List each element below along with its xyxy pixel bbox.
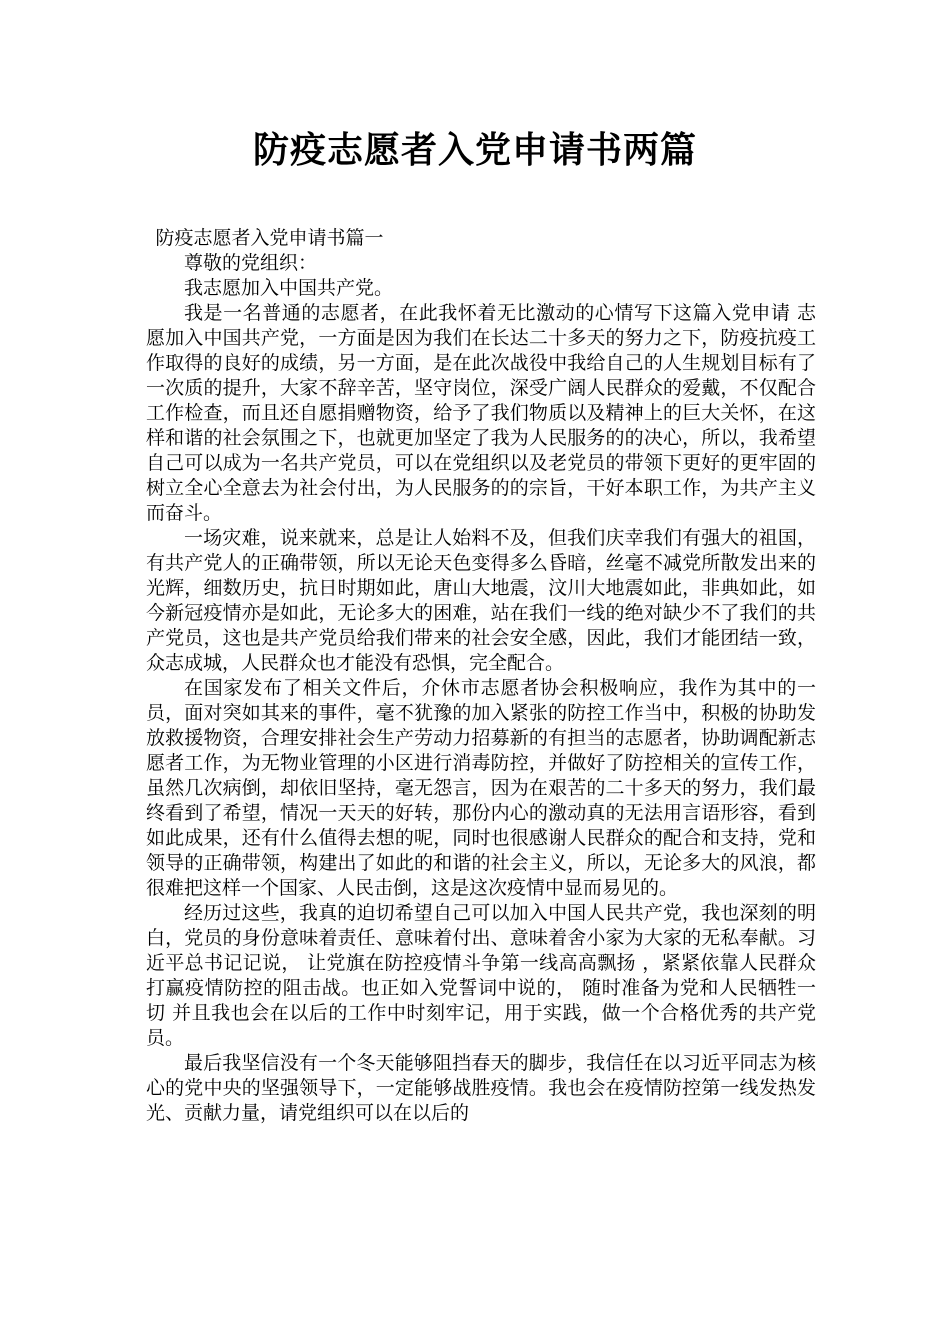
paragraph: 一场灾难，说来就来，总是让人始料不及，但我们庆幸我们有强大的祖国，有共产党人的正确带领，所以无论天色变得多么昏暗，丝毫不减党所散发出来的光辉，细数历史，抗日时期如此，唐山大地震，汶川大地震如此，非典如此，如今新冠疫情亦是如此，无论多大的困难，站在我们一线的绝对缺少不了我们的共产党员，这也是共产党员给我们带来的社会安全感，因此，我们才能团结一致，众志成城，人民群众也才能没有恐惧，完全配合。 <box>146 527 816 674</box>
paragraph: 最后我坚信没有一个冬天能够阻挡春天的脚步，我信任在以习近平同志为核心的党中央的坚强领导下，一定能够战胜疫情。我也会在疫情防控第一线发热发光、贡献力量，请党组织可以在以后的 <box>146 1052 816 1124</box>
paragraph: 在国家发布了相关文件后，介休市志愿者协会积极响应，我作为其中的一员，面对突如其来的事件，毫不犹豫的加入紧张的防控工作当中，积极的协助发放救援物资，合理安排社会生产劳动力招募新的有担当的志愿者，协助调配新志愿者工作，为无物业管理的小区进行消毒防控，并做好了防控相关的宣传工作，虽然几次病倒，却依旧坚持，毫无怨言，因为在艰苦的二十多天的努力，我们最终看到了希望，情况一天天的好转，那份内心的激动真的无法用言语形容，看到如此成果，还有什么值得去想的呢，同时也很感谢人民群众的配合和支持，党和领导的正确带领，构建出了如此的和谐的社会主义，所以，无论多大的风浪，都很难把这样一个国家、人民击倒，这是这次疫情中显而易见的。 <box>146 677 816 899</box>
paragraph: 经历过这些，我真的迫切希望自己可以加入中国人民共产党，我也深刻的明白，党员的身份意味着责任、意味着付出、意味着舍小家为大家的无私奉献。习近平总书记记说， 让党旗在防控疫情斗争第一线高高飘扬 ，紧紧依靠人民群众打赢疫情防控的阻击战。也正如入党誓词中说的， 随时准备为党和人民牺牲一切 并且我也会在以后的工作中时刻牢记，用于实践，做一个合格优秀的共产党员。 <box>146 902 816 1049</box>
document-body <box>146 226 816 1126</box>
paragraph: 我是一名普通的志愿者，在此我怀着无比激动的心情写下这篇入党申请 志愿加入中国共产党，一方面是因为我们在长达二十多天的努力之下，防疫抗疫工作取得的良好的成绩，另一方面，是在此次战役中我给自己的人生规划目标有了一次质的提升，大家不辞辛苦，坚守岗位，深受广阔人民群众的爱戴，不仅配合工作检查，而且还自愿捐赠物资，给予了我们物质以及精神上的巨大关怀，在这样和谐的社会氛围之下，也就更加坚定了我为人民服务的的决心，所以，我希望自己可以成为一名共产党员，可以在党组织以及老党员的带领下更好的更牢固的树立全心全意去为社会付出，为人民服务的的宗旨，干好本职工作，为共产主义而奋斗。 <box>146 302 816 524</box>
section-heading: 防疫志愿者入党申请书篇一 <box>155 227 384 249</box>
paragraph: 我志愿加入中国共产党。 <box>184 277 394 299</box>
document-title: 防疫志愿者入党申请书两篇 <box>252 130 697 171</box>
salutation: 尊敬的党组织： <box>184 252 318 274</box>
